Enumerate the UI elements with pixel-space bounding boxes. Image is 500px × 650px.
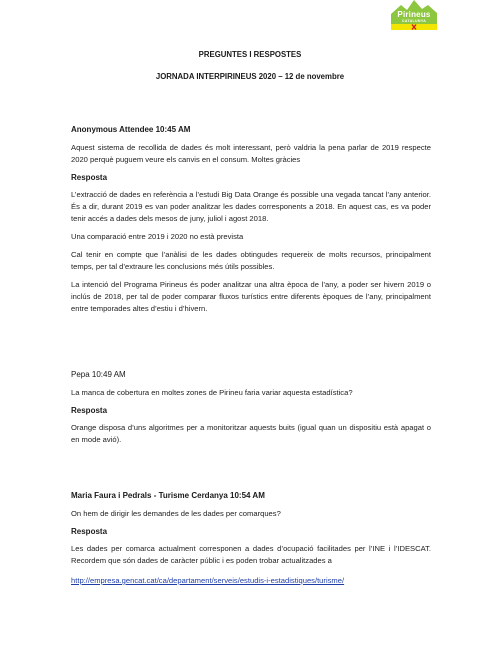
statistics-link[interactable]: http://empresa.gencat.cat/ca/departament/serveis/estudis-i-estadistiques/turisme/ — [71, 576, 345, 585]
answer-paragraph: L’extracció de dades en referència a l’estudi Big Data Orange és possible una vegada tancat l’any anterior. És a dir, durant 2019 es van poder analitzar les dades corresponents a 2018. En aquest cas, es va poder tenir accés a dades dels mesos de juny, juliol i agost 2018. — [71, 190, 431, 223]
answer-paragraph: Una comparació entre 2019 i 2020 no està prevista — [71, 232, 244, 241]
question-author: Maria Faura i Pedrals - Turisme Cerdanya 10:54 AM — [71, 491, 265, 500]
response-label: Resposta — [71, 527, 108, 536]
answer-paragraph: Les dades per comarca actualment corresponen a dades d’ocupació facilitades per l’INE i l’IDESCAT. Recordem que són dades de caràcter públic i es poden trobar actualitzades a — [71, 544, 431, 565]
answer-paragraph: Orange disposa d’uns algoritmes per a monitoritzar aquests buits (igual quan un dispositiu està apagat o en mode avió). — [71, 423, 431, 444]
response-label: Resposta — [71, 406, 108, 415]
question-text: Aquest sistema de recollida de dades és molt interessant, però valdria la pena parlar de 2019 respecte 2020 perquè puguem veure els canvis en el consum. Moltes gràcies — [71, 143, 431, 164]
document-subtitle: JORNADA INTERPIRINEUS 2020 – 12 de novembre — [155, 72, 345, 81]
qa-item-1 — [71, 124, 431, 315]
question-author: Anonymous Attendee 10:45 AM — [71, 125, 191, 134]
question-author: Pepa 10:49 AM — [71, 370, 126, 379]
answer-paragraph: La intenció del Programa Pirineus és poder analitzar una altra època de l’any, a poder ser hivern 2019 o inclús de 2018, per tal de poder comparar fluxos turístics entre diferents èpoques de l’any, principalment entre temporades altes d’estiu i d’hivern. — [71, 280, 431, 313]
document-title: PREGUNTES I RESPOSTES — [198, 50, 302, 59]
question-text: La manca de cobertura en moltes zones de Pirineu faria variar aquesta estadística? — [71, 388, 353, 397]
answer-paragraph: Cal tenir en compte que l’anàlisi de les dades obtingudes requereix de molts recursos, principalment temps, per tal d’extraure les conclusions més útils possibles. — [71, 250, 431, 271]
qa-item-2 — [71, 369, 431, 446]
response-label: Resposta — [71, 173, 108, 182]
question-text: On hem de dirigir les demandes de les dades per comarques? — [71, 509, 281, 518]
pirineus-logo — [391, 0, 437, 30]
logo-region: CATALUNYA — [401, 19, 427, 23]
logo-wordmark: Pirineus — [397, 10, 431, 19]
qa-item-3 — [71, 490, 431, 587]
